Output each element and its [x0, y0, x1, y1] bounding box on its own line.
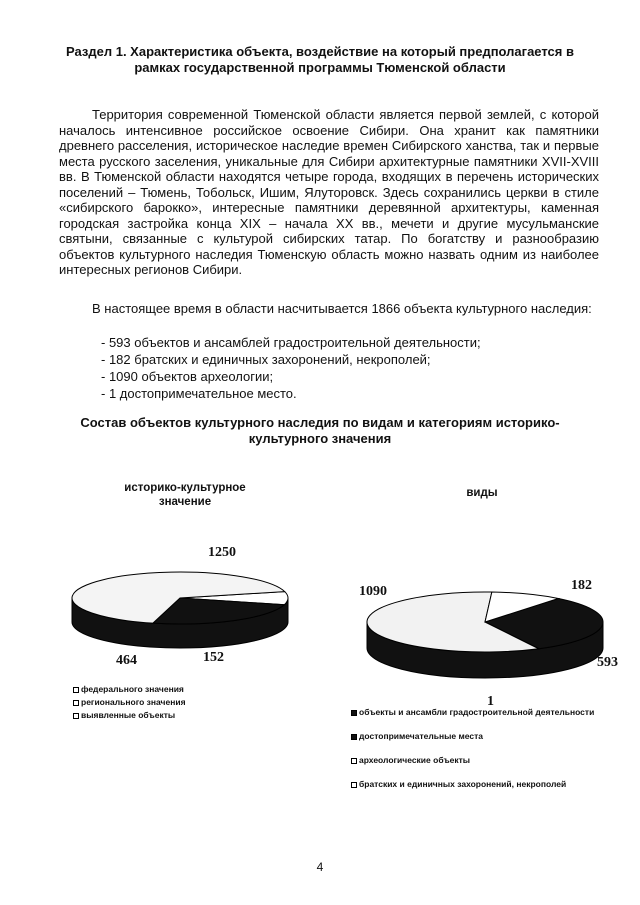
legend-item: археологические объекты [351, 754, 594, 767]
chart2-label-593: 593 [597, 655, 618, 670]
legend-swatch [73, 700, 79, 706]
legend-swatch [351, 782, 357, 788]
legend-item: регионального значения [73, 696, 186, 709]
legend-item: достопримечательные места [351, 730, 594, 743]
legend-item: федерального значения [73, 683, 186, 696]
legend-swatch [351, 734, 357, 740]
legend-item: выявленные объекты [73, 709, 186, 722]
legend-swatch [351, 710, 357, 716]
chart2-pie [365, 590, 605, 680]
list-item: - 1 достопримечательное место. [101, 386, 297, 401]
intro-paragraph: Территория современной Тюменской области является первой землей, с которой началось интенсивное российское освоение Сибири. Она хранит как памятники древнего расселения, историческое наследие времен Сибирского ханства, так и первые места русского заселения, уникальные для Сибири архитектурные памятники XVII-XVIII вв. В Тюменской области находятся четыре города, входящих в перечень исторических поселений – Тюмень, Тобольск, Ишим, Ялуторовск. Здесь сохранились церкви в стиле «сибирского барокко», интересные памятники деревянной архитектуры, каменная городская застройка конца XIX – начала XX вв., мечети и другие мусульманские святыни, связанные с культурой сибирских татар. По богатству и разнообразию объектов культурного наследия Тюменскую область можно назвать одним из наиболее интересных регионов Сибири. [59, 107, 599, 277]
list-item: - 593 объектов и ансамблей градостроительной деятельности; [101, 335, 481, 350]
list-item: - 182 братских и единичных захоронений, некрополей; [101, 352, 431, 367]
legend-item: объекты и ансамбли градостроительной деятельности [351, 706, 594, 719]
chart2-title: виды [466, 487, 498, 499]
legend-swatch [351, 758, 357, 764]
chart2-label-1090: 1090 [359, 584, 387, 599]
chart1-title: историко-культурное значение [124, 482, 246, 508]
section-title: Раздел 1. Характеристика объекта, воздействие на который предполагается в рамках государственной программы Тюменской области [66, 44, 574, 75]
chart1-legend [73, 683, 186, 722]
chart1-label-1250: 1250 [208, 545, 236, 560]
count-paragraph: В настоящее время в области насчитывается 1866 объекта культурного наследия: [92, 301, 592, 316]
legend-swatch [73, 713, 79, 719]
chart2-label-182: 182 [571, 578, 592, 593]
heritage-list [101, 334, 481, 402]
legend-swatch [73, 687, 79, 693]
legend-item: братских и единичных захоронений, некрополей [351, 778, 594, 791]
chart1-label-152: 152 [203, 650, 224, 665]
chart1-label-464: 464 [116, 653, 137, 668]
list-item: - 1090 объектов археологии; [101, 369, 274, 384]
chart2-legend [351, 706, 594, 802]
chart2-label-1: 1 [487, 694, 494, 709]
charts-title: Состав объектов культурного наследия по видам и категориям историко-культурного значения [80, 415, 560, 446]
chart1-pie [70, 570, 290, 650]
page-number: 4 [316, 860, 324, 874]
